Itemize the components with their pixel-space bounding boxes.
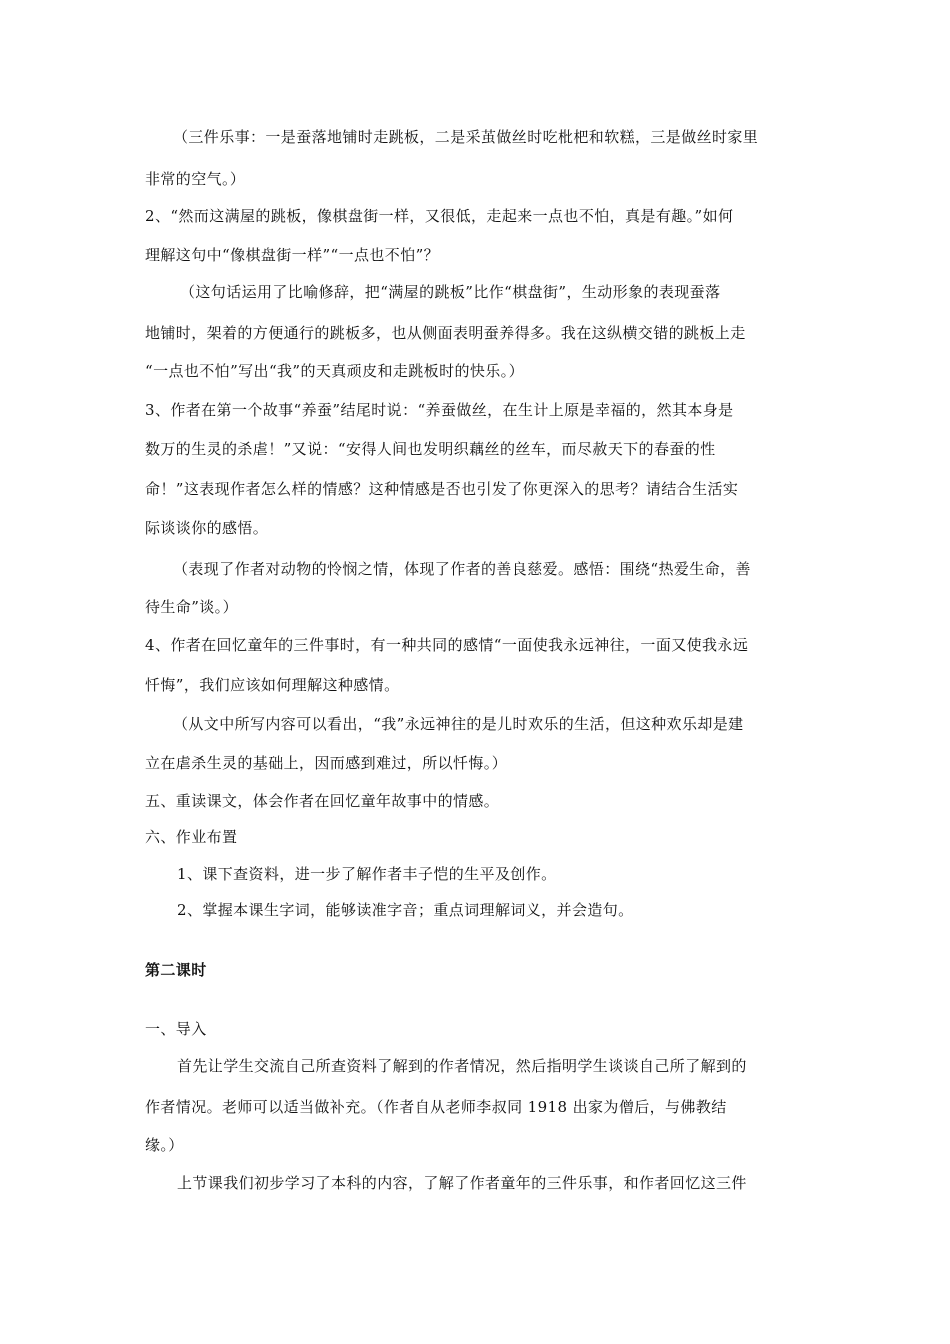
text-line: 立在虐杀生灵的基础上，因而感到难过，所以忏悔。） [145, 754, 508, 772]
text-line: 作者情况。老师可以适当做补充。（作者自从老师李叔同 1918 出家为僧后，与佛教结 [145, 1098, 727, 1116]
text-line: “一点也不怕”写出“我”的天真顽皮和走跳板时的快乐。） [145, 362, 524, 380]
text-line: （三件乐事：一是蚕落地铺时走跳板，二是采茧做丝时吃枇杷和软糕，三是做丝时家里 [173, 128, 759, 146]
text-line: （表现了作者对动物的怜悯之情，体现了作者的善良慈爱。感悟：围绕“热爱生命，善 [173, 560, 751, 578]
text-line: 五、重读课文，体会作者在回忆童年故事中的情感。 [145, 792, 500, 810]
text-line: 缘。） [145, 1136, 184, 1154]
text-line: 数万的生灵的杀虐！”又说：“安得人间也发明织藕丝的丝车，而尽赦天下的春蚕的性 [145, 440, 716, 458]
text-line: 首先让学生交流自己所查资料了解到的作者情况，然后指明学生谈谈自己所了解到的 [177, 1057, 747, 1075]
text-line: 非常的空气。） [145, 170, 246, 188]
text-line: 理解这句中“像棋盘街一样”“一点也不怕”？ [145, 246, 440, 264]
text-line: 4、作者在回忆童年的三件事时，有一种共同的感情“一面使我永远神往，一面又使我永远 [145, 636, 749, 654]
text-line: 命！”这表现作者怎么样的情感？这种情感是否也引发了你更深入的思考？请结合生活实 [145, 480, 739, 498]
text-line: （这句话运用了比喻修辞，把“满屋的跳板”比作“棋盘街”，生动形象的表现蚕落 [180, 283, 721, 301]
text-line: 上节课我们初步学习了本科的内容，了解了作者童年的三件乐事，和作者回忆这三件 [177, 1174, 747, 1192]
text-line: 地铺时，架着的方便通行的跳板多，也从侧面表明蚕养得多。我在这纵横交错的跳板上走 [145, 324, 746, 342]
text-line: 1、课下查资料，进一步了解作者丰子恺的生平及创作。 [177, 865, 557, 883]
section-heading: 第二课时 [145, 961, 207, 979]
text-line: 3、作者在第一个故事“养蚕”结尾时说：“养蚕做丝，在生计上原是幸福的，然其本身是 [145, 401, 734, 419]
text-line: （从文中所写内容可以看出，“我”永远神往的是儿时欢乐的生活，但这种欢乐却是建 [173, 715, 744, 733]
text-line: 六、作业布置 [145, 828, 238, 846]
text-line: 2、“然而这满屋的跳板，像棋盘街一样，又很低，走起来一点也不怕，真是有趣。”如何 [145, 207, 734, 225]
text-line: 际谈谈你的感悟。 [145, 519, 269, 537]
text-line: 忏悔”，我们应该如何理解这种感情。 [145, 676, 400, 694]
text-line: 待生命”谈。） [145, 598, 238, 616]
text-line: 2、掌握本课生字词，能够读准字音；重点词理解词义，并会造句。 [177, 901, 634, 919]
text-line: 一、导入 [145, 1020, 207, 1038]
